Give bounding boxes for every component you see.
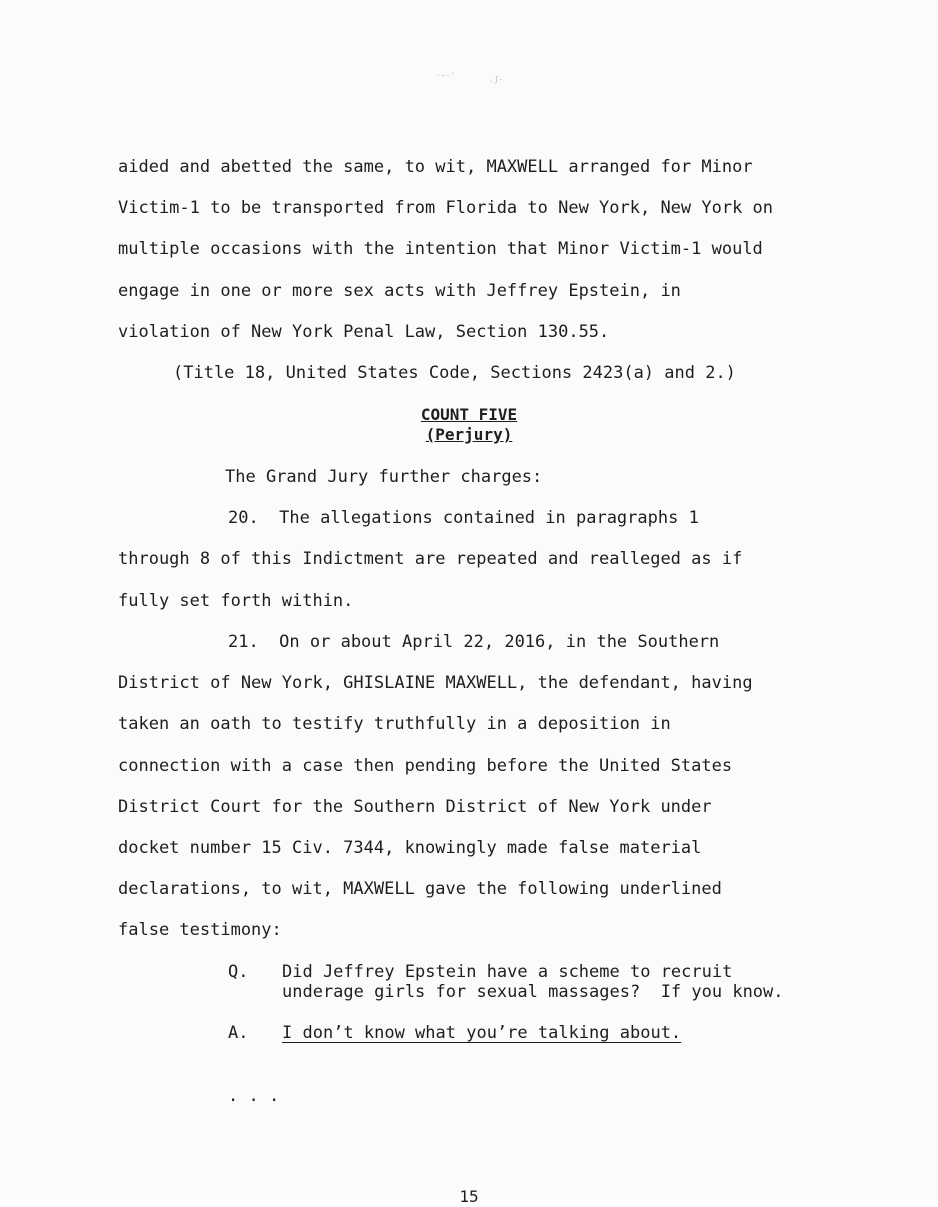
- question-line: Did Jeffrey Epstein have a scheme to recruit: [282, 962, 733, 982]
- paragraph-21-line: declarations, to wit, MAXWELL gave the following underlined: [118, 879, 722, 899]
- paragraph-21-line: District Court for the Southern District of New York under: [118, 797, 712, 817]
- question-label: Q.: [228, 962, 249, 982]
- paragraph-21-line: taken an oath to testify truthfully in a deposition in: [118, 714, 671, 734]
- scan-speck: ·~·': [436, 71, 456, 80]
- body-line: aided and abetted the same, to wit, MAXWELL arranged for Minor: [118, 157, 753, 177]
- paragraph-21-line: docket number 15 Civ. 7344, knowingly made false material: [118, 838, 702, 858]
- answer-label: A.: [228, 1023, 249, 1043]
- body-line: engage in one or more sex acts with Jeffrey Epstein, in: [118, 281, 681, 301]
- paragraph-21-line: District of New York, GHISLAINE MAXWELL, the defendant, having: [118, 673, 753, 693]
- page-number: 15: [459, 1187, 479, 1206]
- answer-underlined-testimony: I don’t know what you’re talking about.: [282, 1023, 682, 1043]
- paragraph-20-line: 20. The allegations contained in paragraphs 1: [228, 508, 699, 528]
- ellipsis: . . .: [228, 1086, 280, 1106]
- paragraph-21-line: connection with a case then pending before the United States: [118, 756, 733, 776]
- body-line: multiple occasions with the intention that Minor Victim-1 would: [118, 239, 763, 259]
- paragraph-20-line: through 8 of this Indictment are repeated and realleged as if: [118, 549, 743, 569]
- statute-citation: (Title 18, United States Code, Sections 2423(a) and 2.): [173, 363, 736, 383]
- count-subheading: (Perjury): [425, 425, 513, 444]
- scan-speck: .ʃ·: [489, 75, 504, 84]
- count-heading: COUNT FIVE: [420, 405, 518, 424]
- paragraph-20-line: fully set forth within.: [118, 591, 354, 611]
- paragraph-21-line: false testimony:: [118, 920, 282, 940]
- paragraph-21-line: 21. On or about April 22, 2016, in the Southern: [228, 632, 720, 652]
- grand-jury-intro: The Grand Jury further charges:: [225, 467, 543, 487]
- body-line: violation of New York Penal Law, Section 130.55.: [118, 322, 610, 342]
- body-line: Victim-1 to be transported from Florida to New York, New York on: [118, 198, 774, 218]
- question-line: underage girls for sexual massages? If you know.: [282, 982, 784, 1002]
